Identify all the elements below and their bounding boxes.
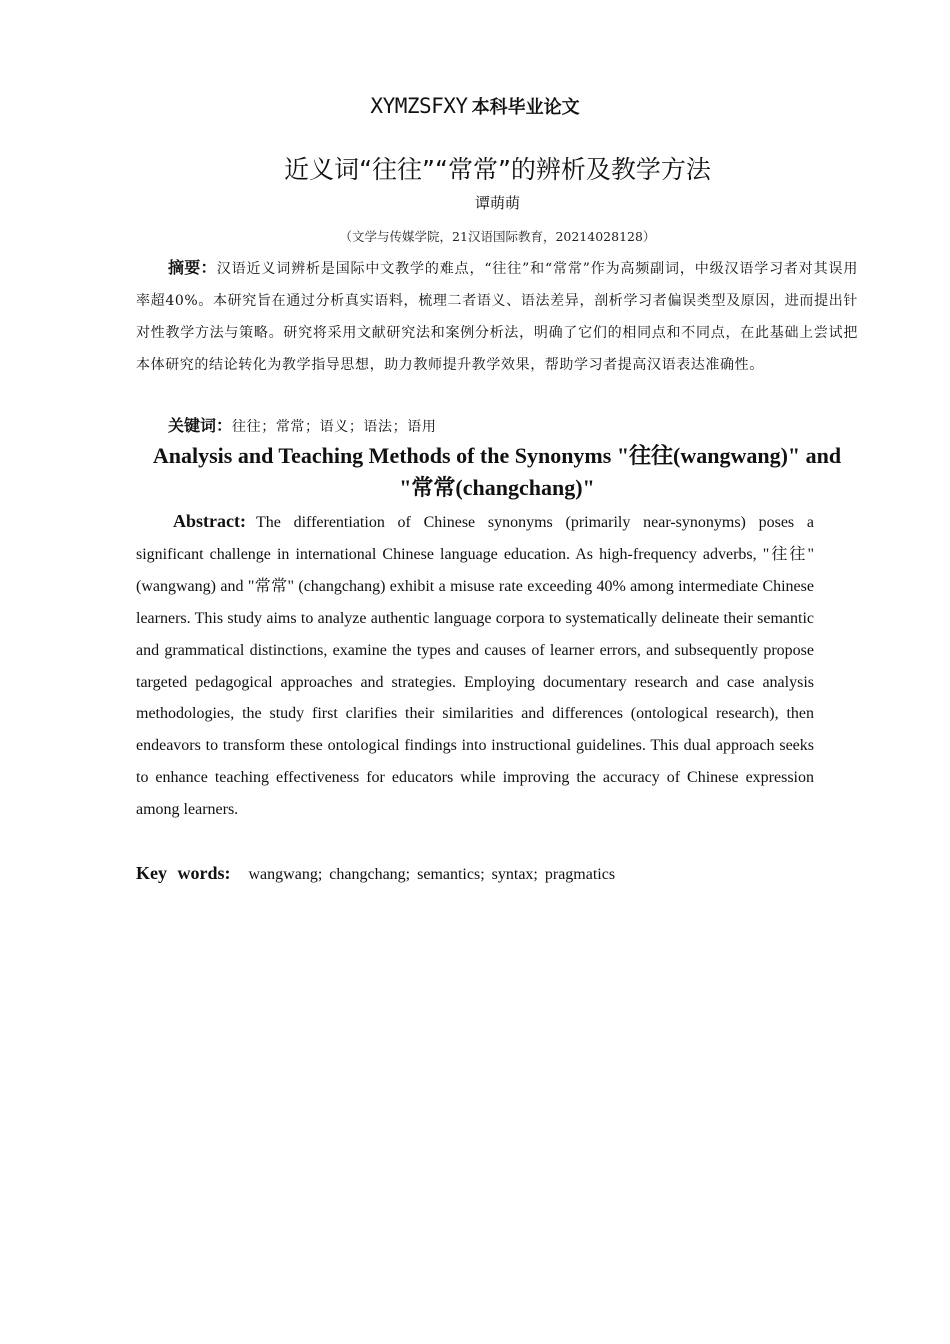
english-keywords: [136, 857, 615, 891]
chinese-keywords: [168, 411, 436, 442]
thesis-type-label: 本科毕业论文: [471, 97, 580, 118]
author-name: 谭萌萌: [474, 194, 520, 212]
english-abstract: [136, 506, 814, 826]
english-keywords-label: Key words:: [136, 863, 231, 883]
thesis-header: [0, 93, 950, 119]
chinese-title: 近义词“往往”“常常”的辨析及教学方法: [284, 155, 711, 184]
chinese-abstract-text: 汉语近义词辨析是国际中文教学的难点，“往往”和“常常”作为高频副词，中级汉语学习者对其误用率超40%。本研究旨在通过分析真实语料，梳理二者语义、语法差异，剖析学习者偏误类型及原因，进而提出针对性教学方法与策略。研究将采用文献研究法和案例分析法，明确了它们的相同点和不同点，在此基础上尝试把本体研究的结论转化为教学指导思想，助力教师提升教学效果，帮助学习者提高汉语表达准确性。: [136, 261, 858, 373]
chinese-keywords-label: 关键词：: [168, 416, 233, 435]
author-affiliation: （文学与传媒学院，21汉语国际教育，20214028128）: [339, 229, 656, 244]
english-title: Analysis and Teaching Methods of the Synonyms "往往(wangwang)" and "常常(changchang)": [152, 443, 842, 500]
english-abstract-text: The differentiation of Chinese synonyms (primarily near-synonyms) poses a significant challenge in international Chinese language education. As high-frequency adverbs, "往往" (wangwang) and "常常" (changchang) exhibit a misuse rate exceeding 40% among intermediate Chinese learners. This study aims to analyze authentic language corpora to systematically delineate their semantic and grammatical distinctions, examine the types and causes of learner errors, and subsequently propose targeted pedagogical approaches and strategies. Employing documentary research and case analysis methodologies, the study first clarifies their similarities and differences (ontological research), then endeavors to transform these ontological findings into instructional guidelines. This dual approach seeks to enhance teaching effectiveness for educators while improving the accuracy of Chinese expression among learners.: [136, 514, 814, 819]
english-keywords-text: wangwang; changchang; semantics; syntax; pragmatics: [248, 866, 616, 883]
chinese-abstract-label: 摘要：: [168, 258, 217, 277]
english-abstract-label: Abstract:: [173, 511, 246, 531]
chinese-keywords-text: 往往；常常；语义；语法；语用: [232, 419, 437, 435]
chinese-abstract: [136, 252, 858, 381]
school-code: XYMZSFXY: [370, 94, 468, 118]
